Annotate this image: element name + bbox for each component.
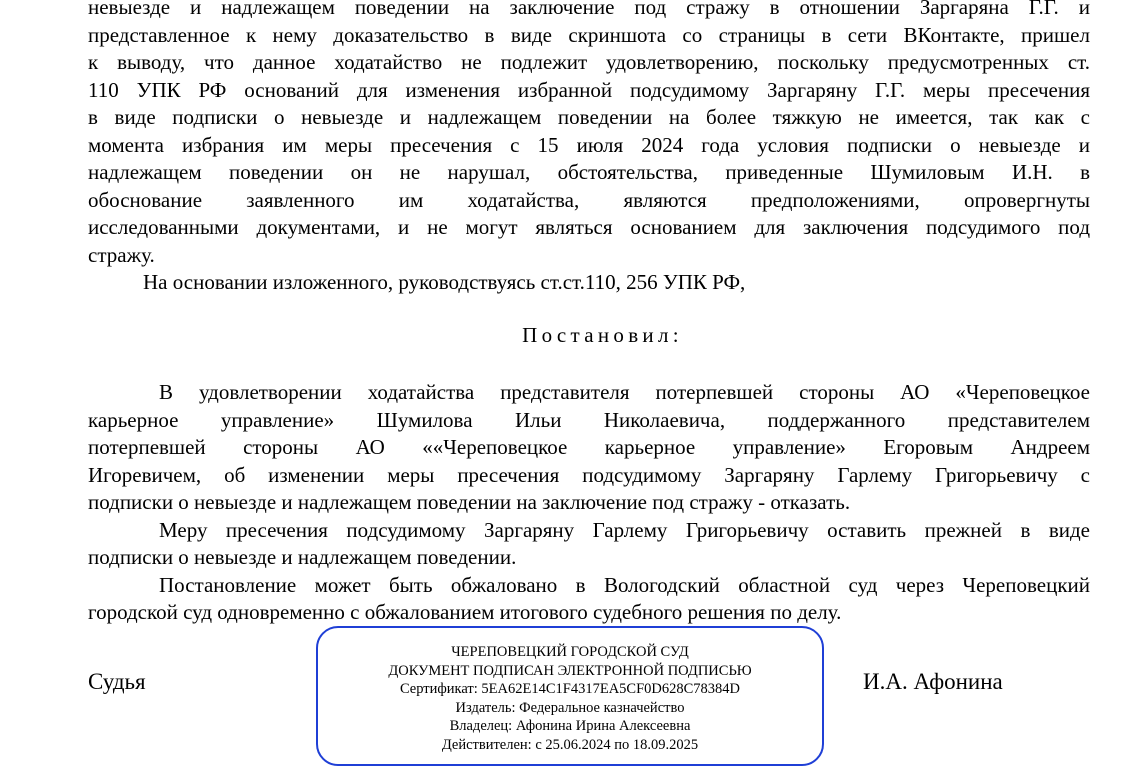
text-line: Постановление может быть обжаловано в Вологодский областной суд через Череповецкий: [159, 572, 1090, 597]
text-line: к выводу, что данное ходатайство не подлежит удовлетворению, поскольку предусмотренных ст.: [88, 50, 1090, 74]
stamp-certificate: Сертификат: 5EA62E14C1F4317EA5CF0D628C78384D: [399, 681, 741, 697]
text-line: представленное к нему доказательство в виде скриншота со страницы в сети ВКонтакте, пришел: [88, 22, 1090, 47]
text-line: в виде подписки о невыезде и надлежащем поведении на более тяжкую не имеется, так как с: [88, 105, 1090, 129]
text-line: подписки о невыезде и надлежащем поведении на заключение под стражу - отказать.: [88, 490, 851, 514]
electronic-signature-stamp: [316, 626, 824, 766]
stamp-court: ЧЕРЕПОВЕЦКИЙ ГОРОДСКОЙ СУД: [451, 644, 689, 660]
text-line: исследованными документами, и не могут являться основанием для заключения подсудимого под: [88, 215, 1090, 239]
text-line: В удовлетворении ходатайства представителя потерпевшей стороны АО «Череповецкое: [159, 380, 1090, 404]
stamp-notice: ДОКУМЕНТ ПОДПИСАН ЭЛЕКТРОННОЙ ПОДПИСЬЮ: [388, 662, 752, 679]
text-line: невыезде и надлежащем поведении на заключение под стражу в отношении Заргаряна Г.Г. и: [88, 0, 1090, 19]
stamp-validity: Действителен: с 25.06.2024 по 18.09.2025: [441, 736, 699, 753]
text-line: подписки о невыезде и надлежащем поведении.: [88, 545, 517, 569]
resolution-heading: Постановил:: [522, 323, 683, 347]
judge-name: И.А. Афонина: [863, 669, 1003, 694]
text-line: обоснование заявленного им ходатайства, являются предположениями, опровергнуты: [88, 187, 1090, 212]
text-line: стражу.: [88, 242, 155, 267]
text-line: надлежащем поведении он не нарушал, обстоятельства, приведенные Шумиловым И.Н. в: [88, 160, 1090, 184]
text-line: Меру пресечения подсудимому Заргаряну Гарлему Григорьевичу оставить прежней в виде: [159, 517, 1090, 542]
text-line: городской суд одновременно с обжалованием итогового судебного решения по делу.: [88, 600, 842, 624]
text-line: момента избрания им меры пресечения с 15 июля 2024 года условия подписки о невыезде и: [88, 132, 1090, 157]
stamp-issuer: Издатель: Федеральное казначейство: [455, 699, 685, 716]
text-line: 110 УПК РФ оснований для изменения избранной подсудимому Заргаряну Г.Г. меры пресечения: [88, 77, 1090, 102]
stamp-owner: Владелец: Афонина Ирина Алексеевна: [449, 718, 691, 734]
text-line: карьерное управление» Шумилова Ильи Николаевича, поддержанного представителем: [88, 407, 1090, 432]
text-line: Игоревичем, об изменении меры пресечения подсудимому Заргаряну Гарлему Григорьевичу с: [88, 462, 1090, 487]
judge-title: Судья: [88, 669, 146, 694]
basis-line: На основании изложенного, руководствуясь ст.ст.110, 256 УПК РФ,: [143, 270, 746, 294]
text-line: потерпевшей стороны АО ««Череповецкое карьерное управление» Егоровым Андреем: [88, 435, 1090, 459]
